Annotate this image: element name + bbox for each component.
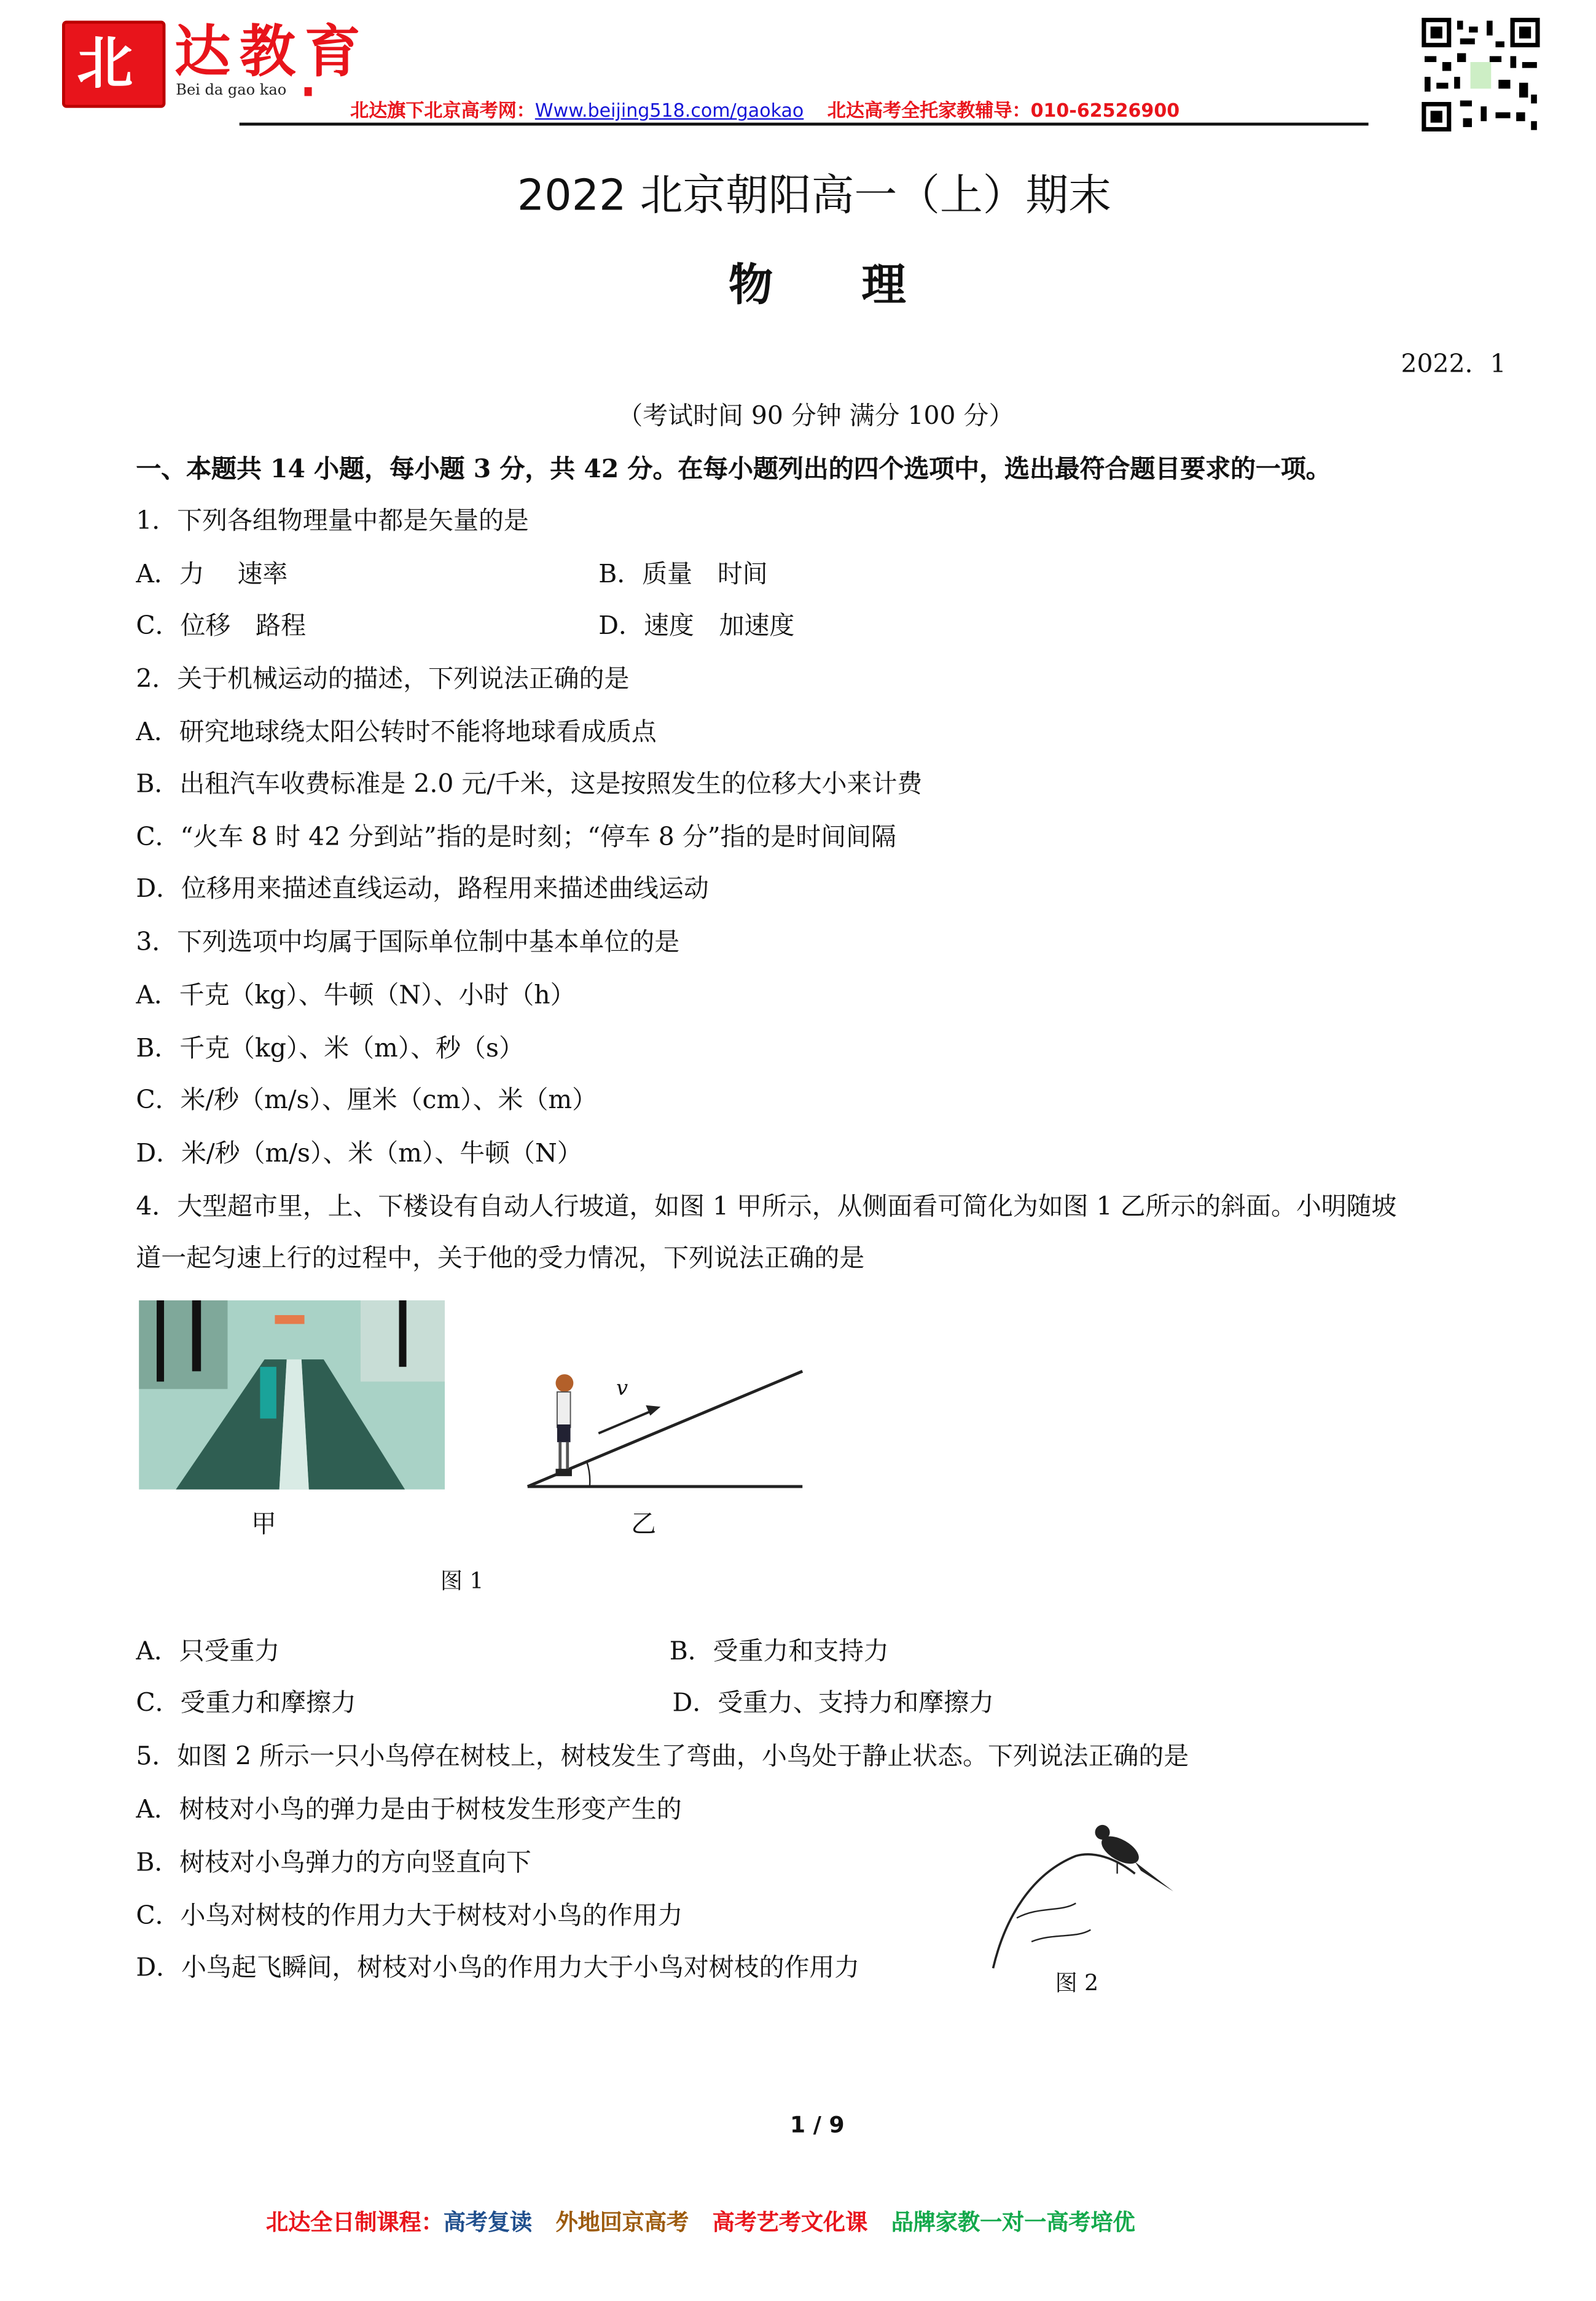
velocity-label: v — [616, 1377, 628, 1401]
logo-subtitle: Bei da gao kao — [176, 82, 287, 100]
footer-link-art[interactable]: 高考艺考文化课 — [712, 2209, 868, 2236]
q1-option-d: D．速度 加速度 — [598, 611, 795, 642]
qr-code-icon — [1422, 18, 1539, 131]
velocity-arrow-icon — [598, 1410, 654, 1433]
subject-title: 物 理 — [728, 260, 906, 312]
question-4-cont: 道一起匀速上行的过程中，关于他的受力情况，下列说法正确的是 — [136, 1244, 865, 1274]
q5-option-d: D．小鸟起飞瞬间，树枝对小鸟的作用力大于小鸟对树枝的作用力 — [136, 1953, 860, 1983]
header-rule — [240, 123, 1369, 126]
q4-option-a: A．只受重力 — [136, 1637, 280, 1667]
figure1-caption: 图 1 — [440, 1568, 484, 1595]
footer-link-return[interactable]: 外地回京高考 — [555, 2209, 689, 2236]
exam-title: 2022 北京朝阳高一（上）期末 — [517, 170, 1112, 221]
figure1-label-a: 甲 — [251, 1510, 276, 1540]
page-number: 1 / 9 — [790, 2111, 845, 2138]
footer-banner — [266, 2206, 1159, 2238]
figure1-label-b: 乙 — [631, 1510, 657, 1540]
footer-link-repeat[interactable]: 高考复读 — [443, 2209, 533, 2236]
logo-mark: 北 — [62, 21, 165, 108]
incline-diagram — [525, 1359, 808, 1495]
q2-option-c: C．“火车 8 时 42 分到站”指的是时刻；“停车 8 分”指的是时间间隔 — [136, 822, 896, 853]
q5-option-c: C．小鸟对树枝的作用力大于树枝对小鸟的作用力 — [136, 1902, 683, 1932]
footer-label: 北达全日制课程： — [266, 2209, 444, 2236]
q1-option-c: C．位移 路程 — [136, 611, 306, 642]
q3-option-b: B．千克（kg）、米（m）、秒（s） — [136, 1034, 524, 1065]
q1-option-a: A．力 速率 — [136, 560, 288, 590]
site-label: 北达旗下北京高考网： — [350, 99, 535, 122]
escalator-photo — [139, 1300, 445, 1490]
q5-option-b: B．树枝对小鸟弹力的方向竖直向下 — [136, 1848, 531, 1878]
q4-option-d: D．受重力、支持力和摩擦力 — [672, 1689, 995, 1719]
question-5: 5．如图 2 所示一只小鸟停在树枝上，树枝发生了弯曲，小鸟处于静止状态。下列说法正确的是 — [136, 1742, 1189, 1772]
q4-option-b: B．受重力和支持力 — [669, 1637, 889, 1667]
q2-option-d: D．位移用来描述直线运动，路程用来描述曲线运动 — [136, 875, 709, 905]
q1-option-b: B．质量 时间 — [598, 560, 768, 590]
section-heading: 一、本题共 14 小题，每小题 3 分，共 42 分。在每小题列出的四个选项中，选出最符合题目要求的一项。 — [136, 455, 1331, 485]
footer-link-tutor[interactable]: 品牌家教一对一高考培优 — [891, 2209, 1135, 2236]
header-banner — [350, 96, 1179, 122]
q4-option-c: C．受重力和摩擦力 — [136, 1689, 356, 1719]
figure2-caption: 图 2 — [1055, 1969, 1099, 1996]
site-link[interactable]: Www.beijing518.com/gaokao — [534, 99, 804, 122]
bird-on-branch-figure — [987, 1815, 1183, 1974]
q3-option-c: C．米/秒（m/s）、厘米（cm）、米（m） — [136, 1086, 598, 1116]
hotline: 北达高考全托家教辅导：010-62526900 — [827, 99, 1180, 122]
q3-option-a: A．千克（kg）、牛顿（N）、小时（h） — [136, 981, 576, 1011]
q5-option-a: A．树枝对小鸟的弹力是由于树枝发生形变产生的 — [136, 1795, 682, 1825]
exam-date: 2022．1 — [1401, 350, 1506, 380]
exam-info: （考试时间 90 分钟 满分 100 分） — [617, 402, 1014, 432]
question-3: 3．下列选项中均属于国际单位制中基本单位的是 — [136, 928, 680, 958]
q2-option-a: A．研究地球绕太阳公转时不能将地球看成质点 — [136, 718, 657, 748]
logo: 北 达教育 Bei da gao kao — [62, 18, 431, 106]
question-2: 2．关于机械运动的描述，下列说法正确的是 — [136, 665, 630, 695]
question-4: 4．大型超市里，上、下楼设有自动人行坡道，如图 1 甲所示，从侧面看可简化为如图 1 乙所示的斜面。小明随坡 — [136, 1192, 1397, 1222]
q2-option-b: B．出租汽车收费标准是 2.0 元/千米，这是按照发生的位移大小来计费 — [136, 770, 923, 800]
question-1: 1．下列各组物理量中都是矢量的是 — [136, 507, 529, 537]
q3-option-d: D．米/秒（m/s）、米（m）、牛顿（N） — [136, 1139, 582, 1169]
